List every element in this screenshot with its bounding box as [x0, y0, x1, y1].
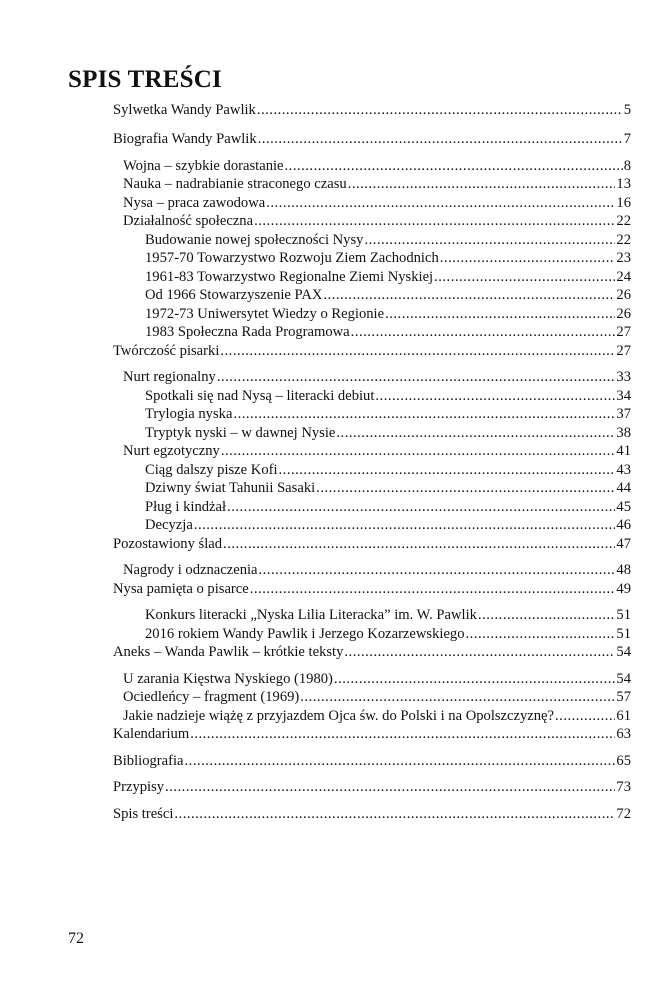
- toc-entry-page: 8: [623, 157, 631, 174]
- toc-entry: [113, 286, 631, 305]
- toc-entry-title: 1957-70 Towarzystwo Rozwoju Ziem Zachodnich: [145, 250, 439, 266]
- toc-entry: [113, 405, 631, 424]
- toc-entry-page: 49: [616, 580, 631, 597]
- toc-entry-page: 44: [616, 480, 631, 496]
- dot-leader: [257, 101, 623, 120]
- toc-entry-title: Kalendarium: [113, 726, 190, 742]
- toc-entry-title: Spis treści: [113, 805, 174, 822]
- page-title: SPIS TREŚCI: [68, 66, 222, 93]
- toc-entry-page: 61: [616, 707, 631, 724]
- toc-entry-title: Nurt egzotyczny: [123, 443, 220, 459]
- dot-leader: [316, 479, 615, 498]
- dot-leader: [555, 707, 615, 726]
- toc-entry: [113, 249, 631, 268]
- toc-entry-title: Nysa pamięta o pisarce: [113, 580, 249, 597]
- toc-entry-title: Decyzja: [145, 517, 193, 533]
- dot-leader: [250, 580, 616, 599]
- toc-entry-title: Nurt regionalny: [123, 369, 216, 385]
- toc-entry-page: 65: [616, 752, 631, 769]
- toc-entry: [113, 688, 631, 707]
- dot-leader: [185, 752, 616, 771]
- toc-entry-title: Dziwny świat Tahunii Sasaki: [145, 480, 316, 496]
- toc-entry-page: 27: [616, 324, 631, 340]
- dot-leader: [220, 342, 615, 361]
- toc-entry-title: Nysa – praca zawodowa: [123, 194, 266, 211]
- toc-entry-page: 43: [616, 461, 631, 478]
- toc-entry-title: Spotkali się nad Nysą – literacki debiut: [145, 387, 375, 404]
- dot-leader: [364, 231, 615, 250]
- toc-entry-title: Twórczość pisarki: [113, 342, 220, 359]
- toc-entry-title: Sylwetka Wandy Pawlik: [113, 102, 256, 118]
- toc-entry: [113, 778, 631, 797]
- toc-entry-title: Trylogia nyska: [145, 406, 233, 422]
- toc-entry-title: Ociedleńcy – fragment (1969): [123, 689, 300, 705]
- dot-leader: [348, 175, 616, 194]
- dot-leader: [223, 535, 615, 554]
- toc-entry-page: 51: [616, 607, 631, 623]
- toc-entry: [113, 442, 631, 461]
- toc-entry-title: Aneks – Wanda Pawlik – krótkie teksty: [113, 644, 344, 660]
- toc-entry-page: 51: [616, 625, 631, 642]
- toc-entry-title: Od 1966 Stowarzyszenie PAX: [145, 287, 323, 303]
- toc-entry: [113, 625, 631, 644]
- toc-entry: [113, 175, 631, 194]
- dot-leader: [323, 286, 615, 305]
- toc-entry-page: 33: [616, 369, 631, 385]
- toc-entry-title: Nauka – nadrabianie straconego czasu: [123, 176, 347, 192]
- toc-entry: [113, 479, 631, 498]
- toc-entry-title: Nagrody i odznaczenia: [123, 562, 258, 578]
- toc-entry-page: 26: [616, 287, 631, 303]
- toc-entry-page: 54: [616, 644, 631, 660]
- toc-entry: [113, 305, 631, 324]
- toc-entry-page: 13: [616, 176, 631, 192]
- toc-entry-page: 22: [616, 213, 631, 229]
- dot-leader: [233, 405, 615, 424]
- toc-entry: [113, 387, 631, 406]
- toc-entry-page: 41: [616, 443, 631, 459]
- toc-entry-title: Działalność społeczna: [123, 213, 254, 229]
- toc-entry-title: Biografia Wandy Pawlik: [113, 131, 257, 147]
- toc-entry-title: Budowanie nowej społeczności Nysy: [145, 231, 364, 248]
- toc-entry-page: 5: [623, 102, 631, 118]
- dot-leader: [266, 194, 615, 213]
- dot-leader: [385, 305, 615, 324]
- toc-entry-page: 47: [616, 535, 631, 552]
- toc-entry-title: 1983 Społeczna Rada Programowa: [145, 324, 350, 340]
- toc-entry-page: 63: [616, 726, 631, 742]
- toc-entry: [113, 643, 631, 662]
- toc-entry: [113, 212, 631, 231]
- toc-entry: [113, 130, 631, 149]
- toc-entry: [113, 498, 631, 517]
- toc-entry: [113, 580, 631, 599]
- dot-leader: [478, 606, 615, 625]
- toc-entry-page: 26: [616, 305, 631, 322]
- dot-leader: [174, 805, 615, 824]
- page-number: 72: [68, 930, 84, 947]
- toc-entry: [113, 157, 631, 176]
- toc-entry: [113, 752, 631, 771]
- toc-entry: [113, 461, 631, 480]
- dot-leader: [440, 249, 616, 268]
- toc-entry-title: Wojna – szybkie dorastanie: [123, 157, 284, 174]
- toc-entry-title: U zarania Kięstwa Nyskiego (1980): [123, 670, 333, 687]
- dot-leader: [259, 561, 616, 580]
- toc-entry-title: Bibliografia: [113, 752, 184, 769]
- toc-entry: [113, 707, 631, 726]
- dot-leader: [227, 498, 615, 517]
- toc-entry-title: Przypisy: [113, 779, 165, 795]
- toc-entry: [113, 323, 631, 342]
- dot-leader: [217, 368, 616, 387]
- toc-entry-page: 27: [616, 342, 631, 359]
- toc-entry-page: 22: [616, 231, 631, 248]
- toc-entry-title: Pozostawiony ślad: [113, 535, 223, 552]
- toc-entry-title: Konkurs literacki „Nyska Lilia Literacka” im. W. Pawlik: [145, 607, 477, 623]
- toc-entry: [113, 535, 631, 554]
- dot-leader: [190, 725, 615, 744]
- dot-leader: [221, 442, 616, 461]
- toc-entry-title: Pług i kindżał: [145, 498, 227, 515]
- toc-entry-page: 46: [616, 517, 631, 533]
- toc-entry-page: 38: [616, 424, 631, 441]
- toc-entry-page: 24: [616, 268, 631, 285]
- toc-entry: [113, 268, 631, 287]
- dot-leader: [279, 461, 616, 480]
- toc-entry: [113, 561, 631, 580]
- toc-entry: [113, 194, 631, 213]
- toc-entry-page: 7: [623, 131, 631, 147]
- dot-leader: [344, 643, 615, 662]
- toc-entry-page: 73: [616, 779, 631, 795]
- table-of-contents: [113, 101, 631, 823]
- toc-entry-title: Jakie nadzieje wiążę z przyjazdem Ojca św. do Polski i na Opolszczyznę?: [123, 707, 555, 724]
- dot-leader: [194, 516, 616, 535]
- dot-leader: [254, 212, 615, 231]
- dot-leader: [300, 688, 615, 707]
- toc-entry: [113, 725, 631, 744]
- dot-leader: [466, 625, 616, 644]
- toc-entry-page: 57: [616, 689, 631, 705]
- toc-entry: [113, 231, 631, 250]
- dot-leader: [434, 268, 615, 287]
- toc-entry-title: 1972-73 Uniwersytet Wiedzy o Regionie: [145, 305, 385, 322]
- toc-entry-page: 54: [616, 670, 631, 687]
- dot-leader: [351, 323, 616, 342]
- toc-entry: [113, 606, 631, 625]
- toc-entry: [113, 342, 631, 361]
- dot-leader: [285, 157, 623, 176]
- toc-entry-page: 37: [616, 406, 631, 422]
- dot-leader: [258, 130, 623, 149]
- toc-entry-page: 34: [616, 387, 631, 404]
- toc-entry-page: 16: [616, 194, 631, 211]
- toc-entry: [113, 516, 631, 535]
- toc-entry: [113, 424, 631, 443]
- toc-entry-page: 48: [616, 562, 631, 578]
- dot-leader: [334, 670, 615, 689]
- toc-entry: [113, 805, 631, 824]
- toc-entry-title: Tryptyk nyski – w dawnej Nysie: [145, 424, 336, 441]
- toc-entry-page: 45: [616, 498, 631, 515]
- toc-entry-title: Ciąg dalszy pisze Kofi: [145, 461, 278, 478]
- dot-leader: [165, 778, 615, 797]
- toc-entry-page: 23: [616, 250, 631, 266]
- toc-entry-page: 72: [616, 805, 631, 822]
- toc-entry-title: 1961-83 Towarzystwo Regionalne Ziemi Nyskiej: [145, 268, 434, 285]
- dot-leader: [375, 387, 615, 406]
- dot-leader: [336, 424, 615, 443]
- toc-entry-title: 2016 rokiem Wandy Pawlik i Jerzego Kozarzewskiego: [145, 625, 465, 642]
- toc-entry: [113, 670, 631, 689]
- toc-entry: [113, 368, 631, 387]
- toc-entry: [113, 101, 631, 120]
